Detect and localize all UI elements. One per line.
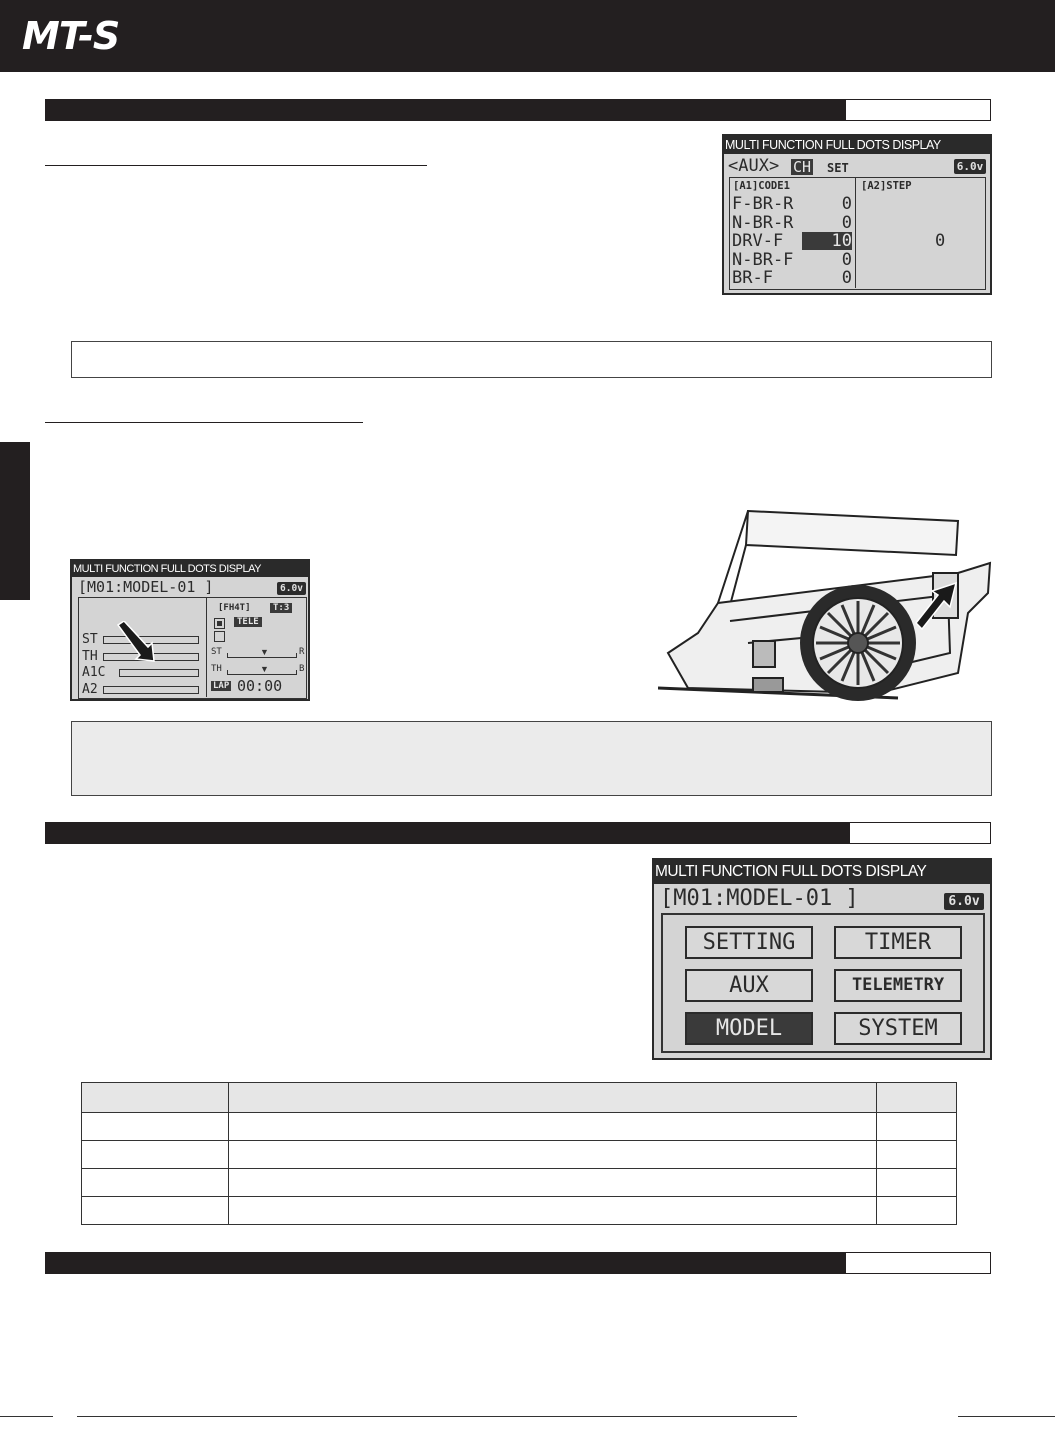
code-panel <box>729 177 986 290</box>
tele-tag: TELE <box>234 617 262 627</box>
table-cell <box>877 1083 957 1113</box>
trim-st-gauge <box>227 647 297 658</box>
table-row <box>82 1169 957 1197</box>
channel-label: A2 <box>82 681 98 697</box>
panel-divider <box>206 598 207 697</box>
step-value: 0 <box>935 231 946 251</box>
table-cell <box>229 1113 877 1141</box>
menu-button-system[interactable]: SYSTEM <box>834 1012 962 1045</box>
note-box-2 <box>71 721 992 796</box>
right-column-header: [A2]STEP <box>861 180 912 192</box>
table-row <box>82 1197 957 1225</box>
lap-time: 00:00 <box>237 677 283 695</box>
section-bar-1 <box>45 99 991 121</box>
trim-st-label: ST <box>211 647 222 657</box>
aux-nav-label: <AUX> <box>728 156 780 176</box>
code-row-value: 0 <box>841 268 852 288</box>
status-panel <box>78 597 307 699</box>
note-box-1 <box>71 341 992 378</box>
footer-rule <box>958 1416 1055 1417</box>
table-cell <box>82 1083 229 1113</box>
trim-r-label: R <box>299 647 305 657</box>
checkbox-icon <box>214 631 225 642</box>
pointer-arrow-icon <box>116 621 156 663</box>
menu-button-timer[interactable]: TIMER <box>834 926 962 959</box>
section-bar-2 <box>45 822 991 844</box>
code-row-value: 0 <box>841 212 852 233</box>
channel-label: ST <box>82 632 98 647</box>
channel-bar <box>119 669 199 677</box>
battery-indicator: 6.0v <box>944 893 984 910</box>
table-row <box>82 1141 957 1169</box>
table-cell <box>82 1113 229 1141</box>
channel-label: A1C <box>82 665 106 680</box>
display-title: MULTI FUNCTION FULL DOTS DISPLAY <box>72 561 308 577</box>
footer-rule <box>77 1416 797 1417</box>
battery-indicator: 6.0v <box>277 582 306 595</box>
table-cell <box>229 1169 877 1197</box>
side-chapter-tab <box>0 442 30 600</box>
battery-indicator: 6.0v <box>954 159 986 174</box>
function-table <box>81 1082 957 1225</box>
channel-label: TH <box>82 648 98 664</box>
model-name: [M01:MODEL-01 ] <box>78 578 214 596</box>
trim-marker-icon: ▼ <box>260 664 269 674</box>
footer-rule <box>0 1416 53 1417</box>
table-cell <box>82 1169 229 1197</box>
table-cell <box>877 1141 957 1169</box>
table-cell <box>877 1113 957 1141</box>
menu-panel <box>661 913 985 1053</box>
panel-divider <box>855 178 856 288</box>
trim-th-label: TH <box>211 664 222 674</box>
subheading-rule-2 <box>45 422 363 423</box>
mode-tag: T:3 <box>270 603 292 613</box>
table-cell <box>229 1197 877 1225</box>
code-row-label: F-BR-R <box>732 194 794 214</box>
table-cell <box>82 1197 229 1225</box>
subheading-rule-1 <box>45 165 427 166</box>
menu-button-setting[interactable]: SETTING <box>685 926 813 959</box>
brand-logo: MT-S <box>22 14 120 58</box>
mode-label: [FH4T] <box>218 603 251 613</box>
table-cell <box>877 1169 957 1197</box>
code-row-value: 0 <box>841 194 852 214</box>
code-row-label: BR-F <box>732 268 773 288</box>
section-bar-3 <box>45 1252 991 1274</box>
menu-button-aux[interactable]: AUX <box>685 969 813 1002</box>
model-name: [M01:MODEL-01 ] <box>660 886 859 911</box>
aux-code-display <box>722 134 992 295</box>
channel-bar <box>103 686 199 694</box>
code-row-value: 0 <box>841 249 852 270</box>
table-cell <box>229 1141 877 1169</box>
table-cell <box>82 1141 229 1169</box>
table-cell <box>877 1197 957 1225</box>
left-column-header: [A1]CODE1 <box>733 180 790 192</box>
trim-b-label: B <box>299 664 305 674</box>
crawler-rear-wheel-illustration <box>658 503 992 705</box>
table-row <box>82 1113 957 1141</box>
display-title: MULTI FUNCTION FULL DOTS DISPLAY <box>654 860 990 884</box>
menu-button-model[interactable]: MODEL <box>685 1012 813 1045</box>
code-row-value: 10 <box>802 232 852 250</box>
trim-marker-icon: ▼ <box>260 647 269 657</box>
page-header-bar <box>0 0 1055 72</box>
trim-th-gauge <box>227 664 297 675</box>
main-menu-display <box>652 858 992 1060</box>
menu-button-telemetry[interactable]: TELEMETRY <box>834 969 962 1002</box>
ch-tag: CH <box>793 158 812 176</box>
lap-tag: LAP <box>213 681 230 691</box>
code-row-label: N-BR-F <box>732 249 794 270</box>
code-row-label: N-BR-R <box>732 212 794 233</box>
checkbox-icon <box>214 618 225 629</box>
table-cell <box>229 1083 877 1113</box>
code-row-label: DRV-F <box>732 231 784 251</box>
display-title: MULTI FUNCTION FULL DOTS DISPLAY <box>724 136 990 154</box>
table-header-row <box>82 1083 957 1113</box>
home-screen-display <box>70 559 310 701</box>
set-label: SET <box>827 161 849 175</box>
